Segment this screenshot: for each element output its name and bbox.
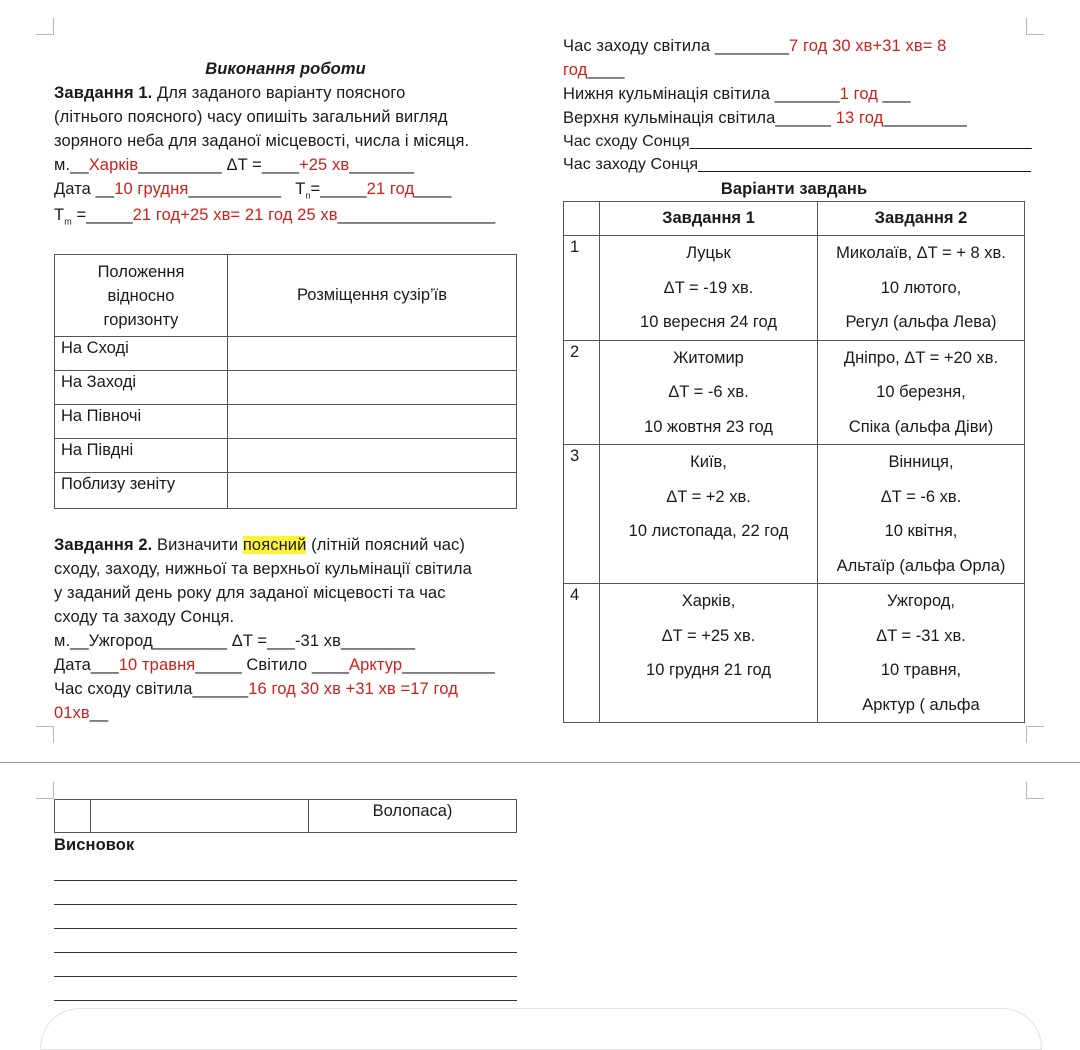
cell-line: Вінниця, <box>888 453 954 471</box>
task2-rise-line <box>54 677 458 701</box>
task2-line-3: у заданий день року для заданої місцевості та час <box>54 584 446 602</box>
crop-mark <box>36 726 54 727</box>
upper-culmination-line <box>563 106 967 130</box>
date-answer: 10 травня <box>118 656 196 674</box>
upper-label: Верхня кульмінація світила______ <box>563 109 836 127</box>
header-task2: Завдання 2 <box>818 202 1025 236</box>
task2-line-1 <box>54 533 465 557</box>
variant-task1 <box>600 445 818 584</box>
answer-cell[interactable] <box>228 405 517 439</box>
tn-label: T <box>295 180 306 198</box>
task2-text: Визначити <box>152 536 243 554</box>
crop-mark <box>1026 798 1044 799</box>
cell-line: 10 жовтня 23 год <box>644 417 773 436</box>
cell-line: 10 листопада, 22 год <box>628 522 789 540</box>
answer-cell[interactable] <box>228 371 517 405</box>
blank: __ <box>89 704 109 722</box>
variant-number: 1 <box>564 236 600 341</box>
conclusion-line[interactable] <box>54 976 517 977</box>
task1-tm-line <box>54 203 495 233</box>
header-line: відносно <box>107 286 175 305</box>
cell-line: Ужгород, <box>886 592 955 610</box>
cell-line: Дніпро, ΔT = +20 хв. <box>843 348 999 367</box>
variant-number: 3 <box>564 445 600 584</box>
cell-line: 10 березня, <box>876 383 966 401</box>
cell-line: 10 травня, <box>880 661 962 679</box>
lower-label: Нижня кульмінація світила _______ <box>563 85 840 103</box>
crop-mark <box>1026 18 1027 35</box>
bottom-sheet-edge <box>40 1008 1042 1050</box>
tm-answer: 21 год+25 хв= 21 год 25 хв <box>132 206 338 224</box>
date-answer: 10 грудня <box>114 180 189 198</box>
variant-task2 <box>818 340 1025 445</box>
task2-title: Завдання 2. <box>54 536 153 554</box>
variant-task1 <box>600 236 818 341</box>
cell-line: 10 лютого, <box>880 278 962 297</box>
task2-line-4: сходу та заходу Сонця. <box>54 608 235 626</box>
variant-row <box>564 445 1025 584</box>
blank: __________ <box>402 656 495 674</box>
crop-mark <box>1026 34 1044 35</box>
sunrise-line: Час сходу Сонця______________________________________ <box>563 133 1032 150</box>
set-line <box>563 34 946 58</box>
cell-line: Регул (альфа Лева) <box>845 313 997 331</box>
variant-number: 2 <box>564 340 600 445</box>
dt-label: ΔT =____ <box>221 156 300 174</box>
table-row <box>55 371 517 405</box>
cell-line: 10 вересня 24 год <box>640 313 777 331</box>
crop-mark <box>1026 782 1027 799</box>
cell-line: Київ, <box>690 453 727 471</box>
continued-table <box>54 799 517 833</box>
cell-line: Житомир <box>673 348 744 367</box>
header-line: Положення <box>97 262 185 281</box>
crop-mark <box>53 726 54 743</box>
tm-eq: =_____ <box>71 206 133 224</box>
blank: ___ <box>878 85 911 103</box>
blank: __________ <box>188 180 282 198</box>
star-label: _____ Світило ____ <box>195 656 350 674</box>
cell-line: ΔT = +25 хв. <box>661 626 756 645</box>
header-line: горизонту <box>103 310 179 329</box>
cell-line: ΔT = -31 хв. <box>876 626 966 645</box>
row-label: Поблизу зеніту <box>55 473 228 509</box>
cell-line: ΔT = +2 хв. <box>666 487 751 506</box>
tm-label: T <box>54 206 65 224</box>
blank: _________ <box>138 156 222 174</box>
cell-line: Спіка (альфа Діви) <box>848 417 994 436</box>
tm-subscript: m <box>64 216 72 227</box>
star-answer: Арктур <box>349 656 403 674</box>
tn-eq: =_____ <box>310 180 367 198</box>
task1-line-1 <box>54 81 405 105</box>
cell-line: Альтаїр (альфа Орла) <box>836 556 1006 575</box>
conclusion-line[interactable] <box>54 880 517 881</box>
cell-line: ΔT = -6 хв. <box>668 383 749 401</box>
rise-answer: 16 год 30 хв +31 хв =17 год <box>248 680 458 698</box>
answer-cell[interactable] <box>228 337 517 371</box>
cell-line: Харків, <box>681 592 736 610</box>
section-heading: Виконання роботи <box>205 60 366 78</box>
cell-line: Луцьк <box>686 244 731 262</box>
place-label: м.__ <box>54 156 89 174</box>
blank: _________________ <box>337 206 496 224</box>
blank: _______ <box>349 156 415 174</box>
variant-task2 <box>818 236 1025 341</box>
task1-place-line <box>54 153 414 177</box>
table-header-constellations: Розміщення сузір’їв <box>228 255 517 337</box>
crop-mark <box>36 34 54 35</box>
row-label: На Півночі <box>55 405 228 439</box>
tn-answer: 21 год <box>366 180 415 198</box>
set-line-2 <box>563 58 625 82</box>
date-label: Дата___ <box>54 656 119 674</box>
constellation-table <box>54 254 517 509</box>
crop-mark <box>1026 726 1044 727</box>
rise-answer-cont: 01хв <box>54 704 90 722</box>
table-row <box>55 439 517 473</box>
rise-label: Час сходу світила______ <box>54 680 249 698</box>
continued-task2-cell: Волопаса) <box>309 800 517 833</box>
place-answer: Харків <box>88 156 139 174</box>
blank: ____ <box>414 180 452 198</box>
task1-text: Для заданого варіанту поясного <box>152 84 406 102</box>
cell-line: Арктур ( альфа <box>862 695 980 714</box>
task1-line-3: зоряного неба для заданої місцевості, числа і місяця. <box>54 132 470 150</box>
conclusion-line[interactable] <box>54 904 517 905</box>
lower-culmination-line <box>563 82 911 106</box>
cell-line: ΔT = -6 хв. <box>880 487 962 506</box>
crop-mark <box>1026 726 1027 743</box>
variant-row <box>564 340 1025 445</box>
cell-line: 10 квітня, <box>884 522 958 540</box>
task1-title: Завдання 1. <box>54 84 153 102</box>
row-label: На Заході <box>55 371 228 405</box>
conclusion-line[interactable] <box>54 928 517 929</box>
task2-place-line: м.__Ужгород________ ΔT =___-31 хв________ <box>54 632 416 650</box>
dt-answer: +25 хв <box>299 156 350 174</box>
task2-text: (літній поясний час) <box>306 536 465 554</box>
variant-row <box>564 236 1025 341</box>
set-answer: 7 год 30 хв+31 хв= 8 <box>789 37 947 55</box>
variant-task1 <box>600 584 818 723</box>
table-row <box>55 473 517 509</box>
page-separator <box>0 762 1080 763</box>
variant-task2 <box>818 445 1025 584</box>
upper-answer: 13 год <box>835 109 884 127</box>
lower-answer: 1 год <box>839 85 878 103</box>
variant-row <box>564 584 1025 723</box>
crop-mark <box>53 782 54 799</box>
table-row <box>55 337 517 371</box>
task2-line-2: сходу, заходу, нижньої та верхньої кульмінації світила <box>54 560 472 578</box>
continued-num-cell <box>55 800 91 833</box>
conclusion-line[interactable] <box>54 952 517 953</box>
row-label: На Півдні <box>55 439 228 473</box>
variants-table <box>563 201 1025 723</box>
set-answer-cont: год <box>563 61 588 79</box>
cell-line: Миколаїв, ΔT = + 8 хв. <box>836 244 1006 262</box>
conclusion-heading: Висновок <box>54 836 135 854</box>
crop-mark <box>53 18 54 35</box>
table-row <box>55 405 517 439</box>
variants-title: Варіанти завдань <box>720 180 868 198</box>
num-header <box>564 202 600 236</box>
blank: ____ <box>587 61 625 79</box>
tn-subscript: n <box>305 190 311 201</box>
continued-task1-cell <box>91 800 309 833</box>
variant-number: 4 <box>564 584 600 723</box>
blank: _________ <box>883 109 967 127</box>
row-label: На Сході <box>55 337 228 371</box>
set-label: Час заходу світила ________ <box>563 37 790 55</box>
task1-line-2: (літнього поясного) часу опишіть загальний вигляд <box>54 108 448 126</box>
answer-cell[interactable] <box>228 473 517 509</box>
highlighted-word: поясний <box>242 536 307 554</box>
table-header-position <box>55 255 228 337</box>
conclusion-line[interactable] <box>54 1000 517 1001</box>
crop-mark <box>36 798 54 799</box>
sunset-line: Час заходу Сонця_____________________________________ <box>563 156 1032 173</box>
cell-line: 10 грудня 21 год <box>646 661 771 679</box>
task2-rise-line-2 <box>54 701 108 725</box>
header-task1: Завдання 1 <box>600 202 818 236</box>
task2-date-line <box>54 653 495 677</box>
variant-task2 <box>818 584 1025 723</box>
variant-task1 <box>600 340 818 445</box>
date-label: Дата __ <box>54 180 115 198</box>
answer-cell[interactable] <box>228 439 517 473</box>
cell-line: ΔT = -19 хв. <box>663 278 754 297</box>
